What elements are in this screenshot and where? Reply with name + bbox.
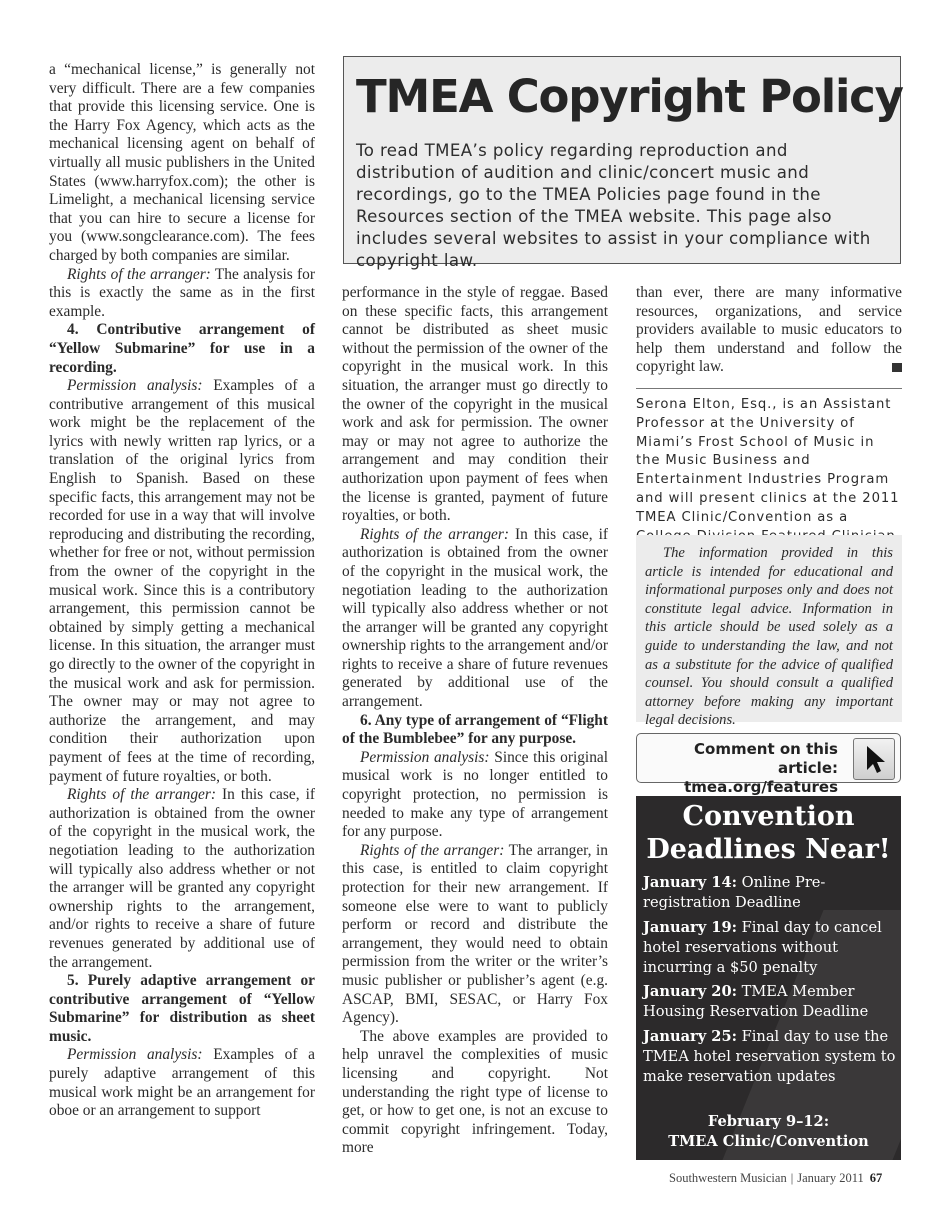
paragraph-text: Examples of a contributive arrangement of this musical work might be the replacement of the lyrics with newly written rap lyrics, or a translation of the original lyrics from English to Spanish. Based on these specific facts, this arrangement may not be recorded for use in a way that will involve reproducing and distributing the recording, whether for free or not, without permission from the owner of the copyright in the musical work. Since this is a contributory arrangement, this permission cannot be obtained by simply getting a mechanical license. In this situation, the arranger must go directly to the owner of the copyright in the musical work and ask for permission. The owner may or may not agree to authorize the arrangement, and may condition their authorization upon payment of fees at the time of recording, payment of future royalties, or both. xyxy=(49,377,315,785)
paragraph xyxy=(342,749,608,842)
paragraph-label: Rights of the arranger: xyxy=(360,525,509,543)
paragraph-text: In this case, if authorization is obtained from the owner of the copyright in the musical work, the negotiation leading to the authorization will typically also address whether or not the arranger will be granted any copyright ownership rights to the arrangement and/or rights to receive a share of future revenues generated by additional use of the arrangement. xyxy=(342,525,608,711)
deadlines-title-line: Deadlines Near! xyxy=(646,834,891,865)
legal-disclaimer-box xyxy=(636,535,902,729)
divider xyxy=(636,388,902,389)
deadline-item xyxy=(643,1027,897,1087)
paragraph-label: Permission analysis: xyxy=(360,748,490,766)
section-heading: 4. Contributive arrangement of “Yellow Submarine” for use in a recording. xyxy=(49,321,315,376)
paragraph xyxy=(342,842,608,1028)
paragraph-text: Examples of a purely adaptive arrangement of this musical work might be an arrangement for oboe or an arrangement to support xyxy=(49,1046,315,1120)
paragraph-text: In this case, if authorization is obtained from the owner of the copyright in the musical work, the negotiation leading to the authorization will typically also address whether or not the arranger will be granted any copyright ownership rights to the arrangement, and/or rights to receive a share of future revenues generated by additional use of the arrangement. xyxy=(49,786,315,971)
paragraph-label: Rights of the arranger: xyxy=(67,265,211,283)
deadline-date: January 14: xyxy=(643,874,737,891)
section-heading: 5. Purely adaptive arrangement or contributive arrangement of “Yellow Submarine” for distribution as sheet music. xyxy=(49,972,315,1045)
deadline-date: January 20: xyxy=(643,983,737,1000)
deadline-date: January 25: xyxy=(643,1028,737,1045)
paragraph-label: Rights of the arranger: xyxy=(67,786,216,804)
paragraph: performance in the style of reggae. Based on these specific facts, this arrangement cannot be distributed as sheet music without the permission of the owner of the copyright in the musical work. In this situation, the arranger must go directly to the owner of the copyright in the musical work and ask for permission. The owner may or may not agree to authorize the arrangement and may condition their authorization upon payment of fees when the license is granted, payment of future royalties, or both. xyxy=(342,284,608,525)
policy-title: TMEA Copyright Policy xyxy=(356,70,903,123)
page-number: 67 xyxy=(869,1171,883,1185)
deadline-text: Online Pre-registration Deadline xyxy=(643,874,826,911)
paragraph: The above examples are provided to help unravel the complexities of music licensing and copyright. Not understanding the right type of license to get, or how to get one, is not an excuse to commit copyright infringement. Today, more xyxy=(342,1027,608,1157)
deadlines-title-line: Convention xyxy=(682,801,855,832)
paragraph-text: The arranger, in this case, is entitled to claim copyright protection for their new arrangement. If someone else were to want to publicly perform or record and distribute the arrangement, they would need to obtain permission from the writer or the writer’s music publisher or publisher’s agent (e.g. ASCAP, BMI, SESAC, or Harry Fox Agency). xyxy=(342,841,609,1027)
paragraph-text: Since this original musical work is no longer entitled to copyright protection, no permission is needed to make any type of arrangement for any purpose. xyxy=(342,748,608,841)
paragraph-label: Rights of the arranger: xyxy=(360,841,505,859)
end-mark-icon xyxy=(892,363,902,372)
copyright-policy-box xyxy=(343,56,903,270)
article-column-3 xyxy=(636,284,902,377)
article-column-1 xyxy=(49,61,315,1121)
convention-name: TMEA Clinic/Convention xyxy=(668,1132,869,1150)
paragraph xyxy=(342,526,608,712)
disclaimer-text: The information provided in this article is intended for educational and informational purposes only and does not constitute legal advice. Information in this article should be used solely as a guide to understanding the law, and not as a substitute for the advice of qualified counsel. You should consult a qualified attorney before making any important legal decisions. xyxy=(645,545,893,729)
deadline-date: January 19: xyxy=(643,919,737,936)
deadline-item xyxy=(643,982,897,1022)
deadline-text: Final day to use the TMEA hotel reservation system to make reservation updates xyxy=(643,1028,896,1085)
policy-body: To read TMEA’s policy regarding reproduction and distribution of audition and clinic/concert music and recordings, go to the TMEA Policies page found in the Resources section of the TMEA website. This page also includes several websites to assist in your compliance with copyright law. xyxy=(356,141,871,270)
comment-label xyxy=(637,740,838,797)
page-footer xyxy=(669,1171,882,1186)
issue-date: January 2011 xyxy=(797,1171,864,1185)
paragraph: a “mechanical license,” is generally not very difficult. There are a few companies that provide this licensing service. One is the Harry Fox Agency, which acts as the mechanical licensing agent on behalf of virtually all music publishers in the United States (www.harryfox.com); the other is Limelight, a mechanical licensing service that you can hire to secure a license for you (www.songclearance.com). The fees charged by both companies are similar. xyxy=(49,61,315,264)
deadline-text: TMEA Member Housing Reservation Deadline xyxy=(643,983,869,1020)
cursor-arrow-icon-svg xyxy=(854,739,894,779)
footer-separator: | xyxy=(790,1171,794,1185)
convention-deadlines-box xyxy=(636,796,901,1160)
deadline-item xyxy=(643,873,897,913)
paragraph xyxy=(49,1046,315,1120)
paragraph xyxy=(49,786,315,972)
paragraph xyxy=(636,284,902,377)
paragraph-text: than ever, there are many informative resources, organizations, and service providers available to music educators to help them understand and follow the copyright law. xyxy=(636,284,902,376)
convention-dates xyxy=(636,1112,901,1151)
deadline-text: Final day to cancel hotel reservations without incurring a $50 penalty xyxy=(643,919,882,976)
paragraph-text: The analysis for this is exactly the same as in the first example. xyxy=(49,265,315,320)
article-column-2 xyxy=(342,284,608,1158)
comment-prompt: Comment on this article: xyxy=(694,740,838,777)
deadlines-title xyxy=(636,800,901,866)
publication-name: Southwestern Musician xyxy=(669,1171,787,1185)
paragraph xyxy=(49,266,315,322)
section-heading: 6. Any type of arrangement of “Flight of the Bumblebee” for any purpose. xyxy=(342,711,608,748)
comment-url-link[interactable]: tmea.org/features xyxy=(684,778,838,796)
author-bio: Serona Elton, Esq., is an Assistant Professor at the University of Miami’s Frost School of Music in the Music Business and Entertainment Industries Program and will present clinics at the 2011 TMEA Clinic/Convention as a xyxy=(636,397,900,525)
convention-date-range: February 9–12: xyxy=(707,1113,830,1130)
deadline-item xyxy=(643,918,897,978)
paragraph-label: Permission analysis: xyxy=(67,377,203,395)
comment-link-box[interactable] xyxy=(636,733,901,796)
cursor-arrow-icon[interactable] xyxy=(853,738,895,780)
paragraph-label: Permission analysis: xyxy=(67,1046,203,1064)
paragraph xyxy=(49,377,315,786)
